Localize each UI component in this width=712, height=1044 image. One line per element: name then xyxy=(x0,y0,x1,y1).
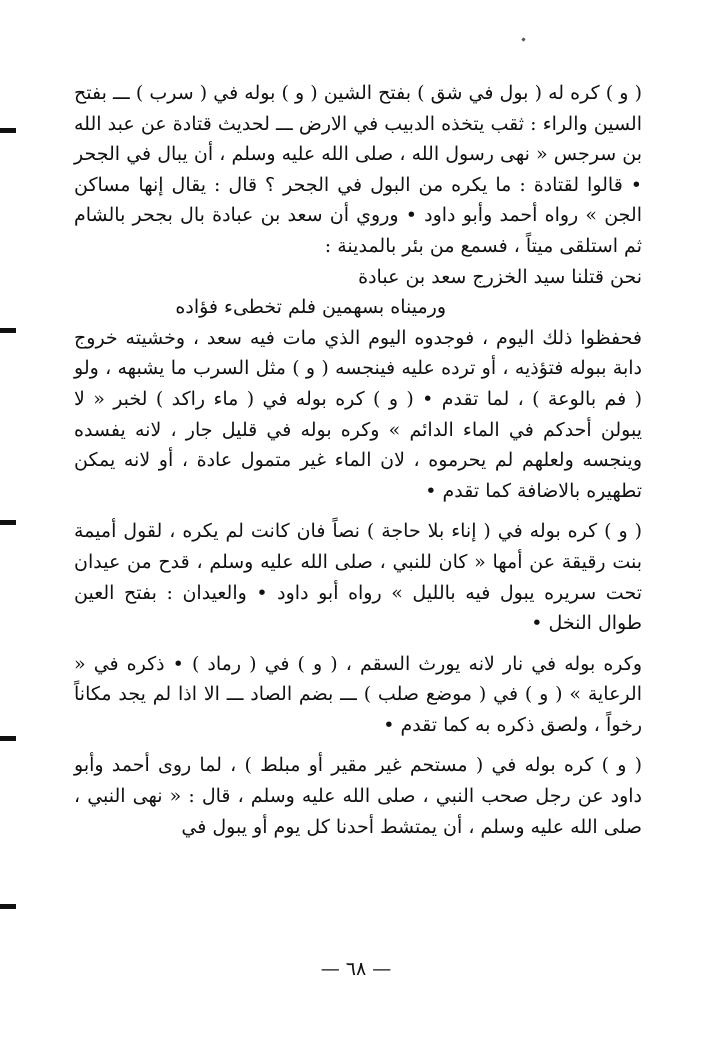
stray-ink-mark xyxy=(521,37,525,41)
margin-mark xyxy=(0,128,16,133)
paragraph: ( و ) كره بوله في ( مستحم غير مقير أو مبلط ) ، لما روى أحمد وأبو داود عن رجل صحب النبي ، صلى الله عليه وسلم ، قال : « نهى النبي ، صلى الله عليه وسلم ، أن يمتشط أحدنا كل يوم أو يبول في xyxy=(74,754,642,838)
paragraph: ( و ) كره له ( بول في شق ) بفتح الشين ( و ) بوله في ( سرب ) ـــ بفتح السين والراء : ثقب يتخذه الدبيب في الارض ـــ لحديث قتادة عن عبد الله بن سرجس « نهى رسول الله ، صلى الله عليه وسلم ، أن يبال في الجحر • قالوا لقتادة : ما يكره من البول في الجحر ؟ قال : يقال إنها مساكن الجن » رواه أحمد وأبو داود • وروي أن سعد بن عبادة بال بجحر بالشام ثم استلقى ميتاً ، فسمع من بئر بالمدينة : xyxy=(74,82,642,257)
margin-mark xyxy=(0,736,16,741)
page-body-text xyxy=(74,78,642,842)
verse-line-1: نحن قتلنا سيد الخزرج سعد بن عبادة xyxy=(358,265,642,288)
page-number: — ٦٨ — xyxy=(320,958,392,980)
paragraph: وكره بوله في نار لانه يورث السقم ، ( و ) في ( رماد ) • ذكره في « الرعاية » ( و ) في ( موضع صلب ) ـــ بضم الصاد ـــ الا اذا لم يجد مكاناً رخواً ، ولصق ذكره به كما تقدم • xyxy=(74,652,642,736)
paragraph: ( و ) كره بوله في ( إناء بلا حاجة ) نصاً فان كانت لم يكره ، لقول أميمة بنت رقيقة عن أمها « كان للنبي ، صلى الله عليه وسلم ، قدح من عيدان تحت سريره يبول فيه بالليل » رواه أبو داود • والعيدان : بفتح العين طوال النخل • xyxy=(74,520,642,635)
verse-line-2: ورميناه بسهمين فلم تخطىء فؤاده xyxy=(175,296,446,319)
margin-mark xyxy=(0,520,16,525)
margin-mark xyxy=(0,328,16,333)
paragraph: فحفظوا ذلك اليوم ، فوجدوه اليوم الذي مات فيه سعد ، وخشيته خروج دابة ببوله فتؤذيه ، أو ترده عليه فينجسه ( و ) مثل السرب ما يشبهه ، ولو ( فم بالوعة ) ، لما تقدم • ( و ) كره بوله في ( ماء راكد ) لخبر « لا يبولن أحدكم في الماء الدائم » وكره بوله في قليل جار ، لانه يفسده وينجسه ولعلهم لم يحرموه ، لان الماء غير متمول عادة ، أو لانه يمكن تطهيره بالاضافة كما تقدم • xyxy=(74,326,642,502)
margin-mark xyxy=(0,904,16,909)
